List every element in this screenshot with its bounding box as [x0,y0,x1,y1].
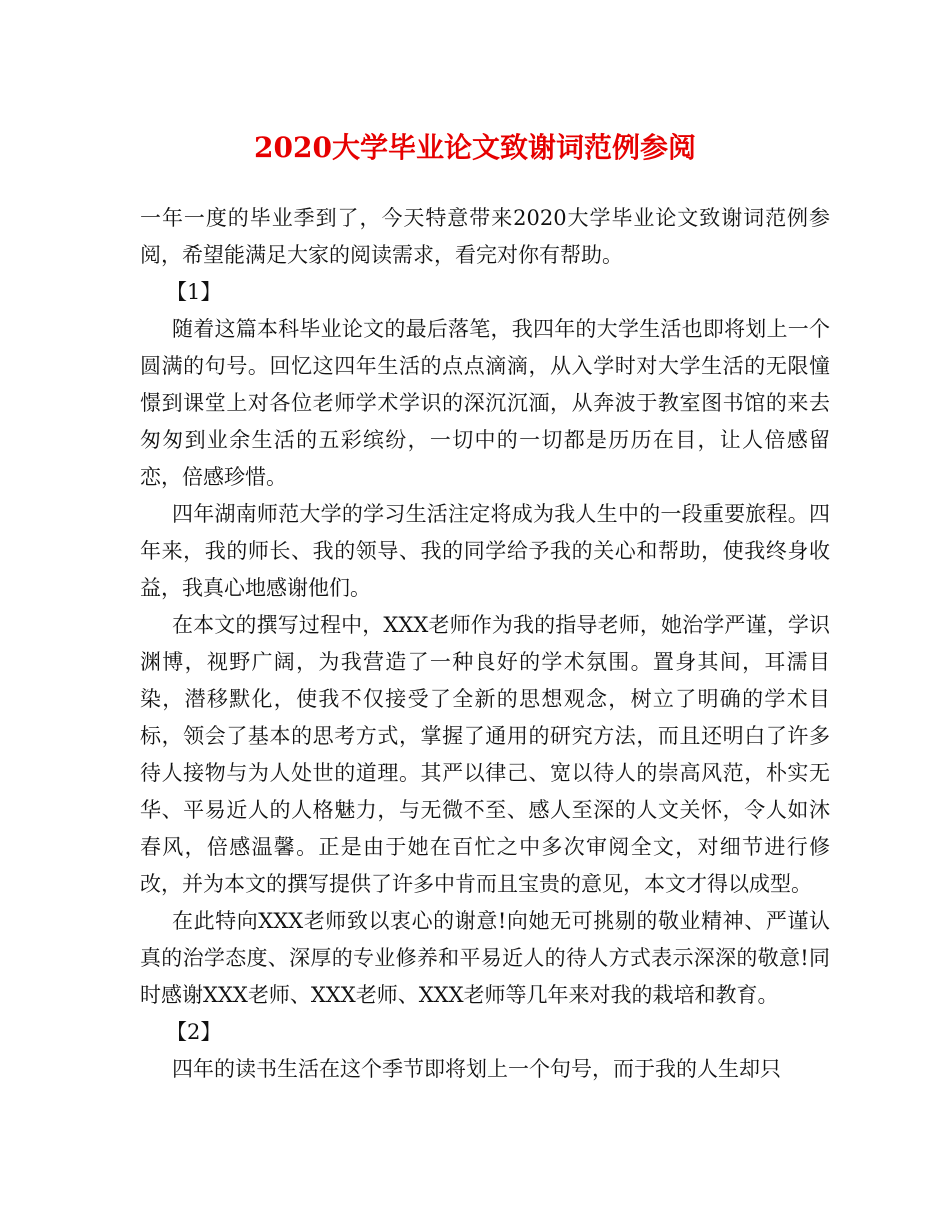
document-body [140,200,830,1088]
section-marker-1: 【1】 [166,280,222,304]
paragraph-1-1: 随着这篇本科毕业论文的最后落笔，我四年的大学生活也即将划上一个圆满的句号。回忆这四年生活的点点滴滴，从入学时对大学生活的无限憧憬到课堂上对各位老师学术学识的深沉沉湎，从奔波于教室图书馆的来去匆匆到业余生活的五彩缤纷，一切中的一切都是历历在目，让人倍感留恋，倍感珍惜。 [140,317,830,489]
paragraph-1-3: 在本文的撰写过程中，XXX老师作为我的指导老师，她治学严谨，学识渊博，视野广阔，为我营造了一种良好的学术氛围。置身其间，耳濡目染，潜移默化，使我不仅接受了全新的思想观念，树立了明确的学术目标，领会了基本的思考方式，掌握了通用的研究方法，而且还明白了许多待人接物与为人处世的道理。其严以律己、宽以待人的崇高风范，朴实无华、平易近人的人格魅力，与无微不至、感人至深的人文关怀，令人如沐春风，倍感温馨。正是由于她在百忙之中多次审阅全文，对细节进行修改，并为本文的撰写提供了许多中肯而且宝贵的意见，本文才得以成型。 [140,613,830,896]
paragraph-2-1: 四年的读书生活在这个季节即将划上一个句号，而于我的人生却只 [172,1057,781,1081]
section-marker-2: 【2】 [166,1020,222,1044]
paragraph-1-2: 四年湖南师范大学的学习生活注定将成为我人生中的一段重要旅程。四年来，我的师长、我的领导、我的同学给予我的关心和帮助，使我终身收益，我真心地感谢他们。 [140,502,830,600]
document-title: 2020大学毕业论文致谢词范例参阅 [254,131,696,164]
intro-paragraph: 一年一度的毕业季到了，今天特意带来2020大学毕业论文致谢词范例参阅，希望能满足大家的阅读需求，看完对你有帮助。 [140,206,830,267]
paragraph-1-4: 在此特向XXX老师致以衷心的谢意!向她无可挑剔的敬业精神、严谨认真的治学态度、深厚的专业修养和平易近人的待人方式表示深深的敬意!同时感谢XXX老师、XXX老师、XXX老师等几年来对我的栽培和教育。 [140,909,830,1007]
